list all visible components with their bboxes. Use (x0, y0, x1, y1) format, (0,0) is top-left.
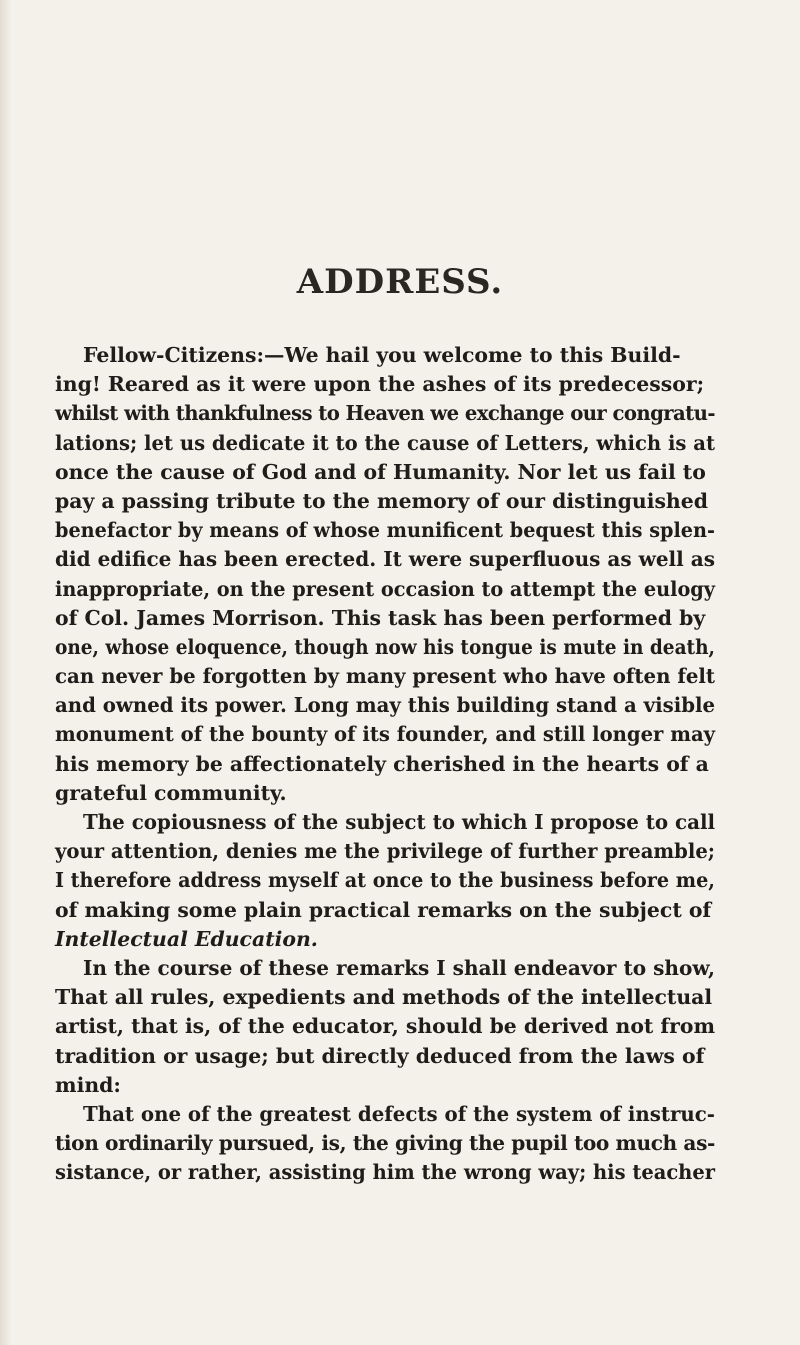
text-line: pay a passing tribute to the memory of our distinguished (55, 488, 708, 513)
text-line: tradition or usage; but directly deduced from the laws of (55, 1043, 705, 1068)
text-line: mind: (55, 1072, 121, 1097)
text-line: sistance, or rather, assisting him the wrong way; his teacher (55, 1160, 715, 1185)
text-line: tion ordinarily pursued, is, the giving the pupil too much as- (55, 1131, 715, 1156)
text-line: artist, that is, of the educator, should be derived not from (55, 1014, 716, 1039)
page-gutter-shadow (0, 0, 12, 1345)
text-line: I therefore address myself at once to the business before me, (55, 868, 715, 893)
text-line: grateful community. (55, 780, 287, 805)
text-line: did edifice has been erected. It were superfluous as well as (55, 547, 715, 572)
text-line: one, whose eloquence, though now his tongue is mute in death, (55, 634, 715, 659)
text-line: once the cause of God and of Humanity. Nor let us fail to (55, 459, 706, 484)
text-line: monument of the bounty of its founder, and still longer may (55, 722, 716, 747)
text-line: inappropriate, on the present occasion to attempt the eulogy (55, 576, 715, 601)
text-line: That all rules, expedients and methods of the intellectual (55, 985, 713, 1010)
text-line: In the course of these remarks I shall endeavor to show, (83, 955, 715, 980)
text-line: of Col. James Morrison. This task has been performed by (55, 605, 706, 630)
text-line: his memory be affectionately cherished in the hearts of a (55, 751, 709, 776)
text-line: That one of the greatest defects of the system of instruc- (83, 1101, 716, 1126)
text-line: lations; let us dedicate it to the cause of Letters, which is at (55, 430, 715, 455)
text-line: benefactor by means of whose munificent bequest this splen- (55, 518, 715, 543)
text-line: of making some plain practical remarks on the subject of (55, 897, 712, 922)
text-line: your attention, denies me the privilege of further preamble; (55, 839, 716, 864)
text-line: and owned its power. Long may this building stand a visible (55, 693, 716, 718)
text-line: Intellectual Education. (55, 926, 318, 951)
page-heading: ADDRESS. (296, 262, 504, 302)
text-line: The copiousness of the subject to which I propose to call (83, 810, 716, 834)
text-line: whilst with thankfulness to Heaven we exchange our congratu- (55, 401, 715, 426)
body-text (55, 341, 715, 1187)
text-line: ing! Reared as it were upon the ashes of its predecessor; (55, 372, 705, 397)
text-line: can never be forgotten by many present who have often felt (55, 664, 716, 689)
text-line: Fellow-Citizens:—We hail you welcome to this Build- (83, 343, 681, 367)
